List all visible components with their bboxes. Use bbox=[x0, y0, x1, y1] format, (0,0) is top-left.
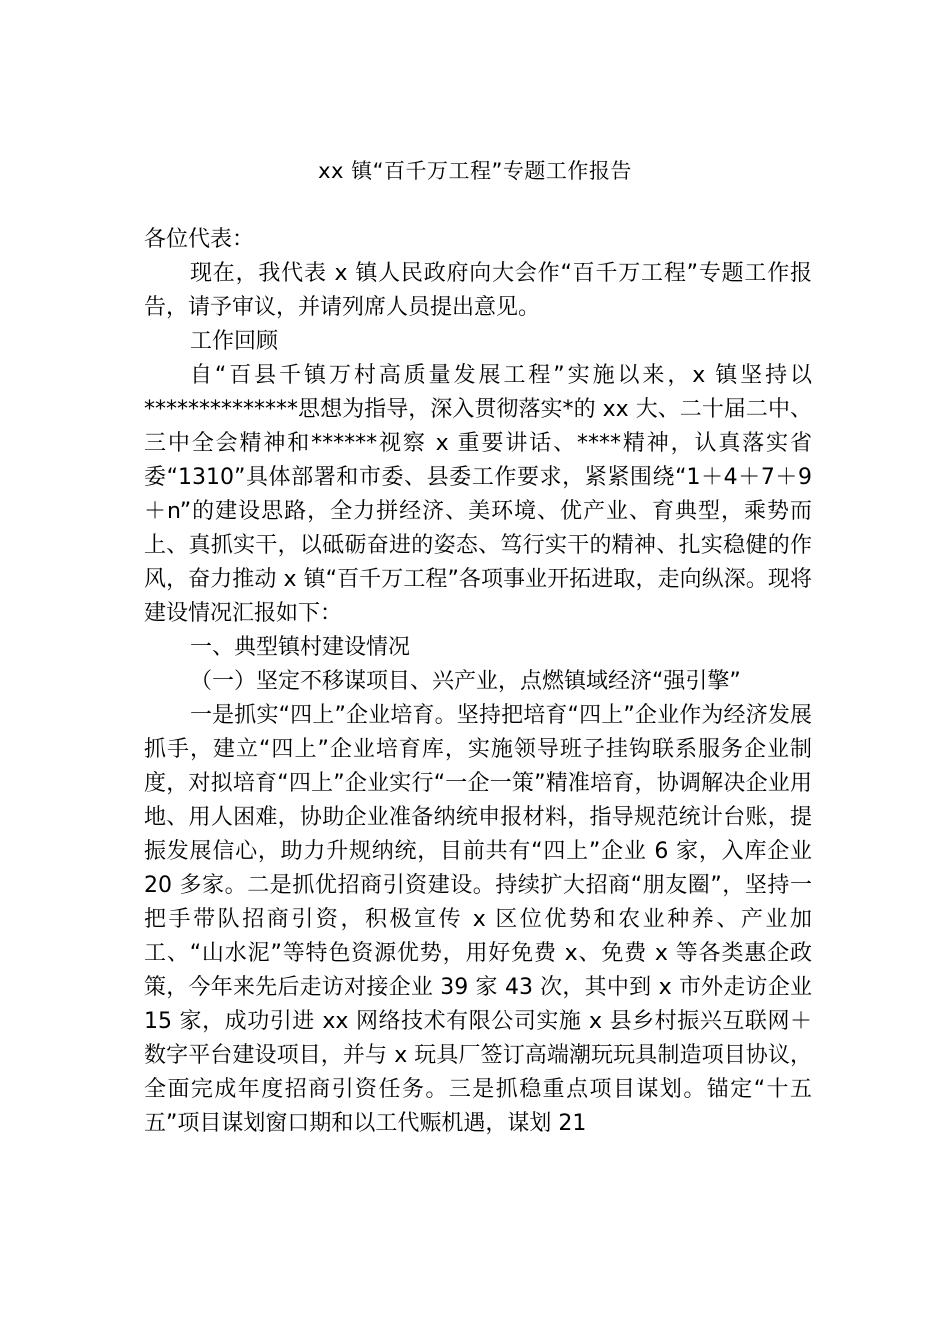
document-title: xx 镇“百千万工程”专题工作报告 bbox=[318, 159, 632, 183]
section-heading-1: 一、典型镇村建设情况 bbox=[190, 635, 411, 660]
document-body bbox=[144, 223, 812, 1141]
salutation: 各位代表： bbox=[144, 227, 255, 252]
section-heading-review: 工作回顾 bbox=[190, 329, 279, 354]
paragraph-intro: 现在，我代表 x 镇人民政府向大会作“百千万工程”专题工作报告，请予审议，并请列席人员提出意见。 bbox=[144, 261, 812, 320]
paragraph-review: 自“百县千镇万村高质量发展工程”实施以来，x 镇坚持以**************思想为指导，深入贯彻落实*的 xx 大、二十届二中、三中全会精神和******视察 x 重要讲话、****精神，认真落实省委“1310”具体部署和市委、县委工作要求，紧紧围绕“1＋4＋7＋9＋n”的建设思路，全力拼经济、美环境、优产业、育典型，乘势而上、真抓实干，以砥砺奋进的姿态、笃行实干的精神、扎实稳健的作风，奋力推动 x 镇“百千万工程”各项事业开拓进取，走向纵深。现将建设情况汇报如下： bbox=[144, 363, 812, 626]
subsection-heading-1-1: （一）坚定不移谋项目、兴产业，点燃镇域经济“强引擎” bbox=[190, 669, 741, 694]
paragraph-body: 一是抓实“四上”企业培育。坚持把培育“四上”企业作为经济发展抓手，建立“四上”企业培育库，实施领导班子挂钩联系服务企业制度，对拟培育“四上”企业实行“一企一策”精准培育，协调解决企业用地、用人困难，协助企业准备纳统申报材料，指导规范统计台账，提振发展信心，助力升规纳统，目前共有“四上”企业 6 家，入库企业 20 多家。二是抓优招商引资建设。持续扩大招商“朋友圈”，坚持一把手带队招商引资，积极宣传 x 区位优势和农业种养、产业加工、“山水泥”等特色资源优势，用好免费 x、免费 x 等各类惠企政策，今年来先后走访对接企业 39 家 43 次，其中到 x 市外走访企业 15 家，成功引进 xx 网络技术有限公司实施 x 县乡村振兴互联网＋数字平台建设项目，并与 x 玩具厂签订高端潮玩玩具制造项目协议，全面完成年度招商引资任务。三是抓稳重点项目谋划。锚定“十五五”项目谋划窗口期和以工代赈机遇，谋划 21 bbox=[144, 703, 812, 1136]
